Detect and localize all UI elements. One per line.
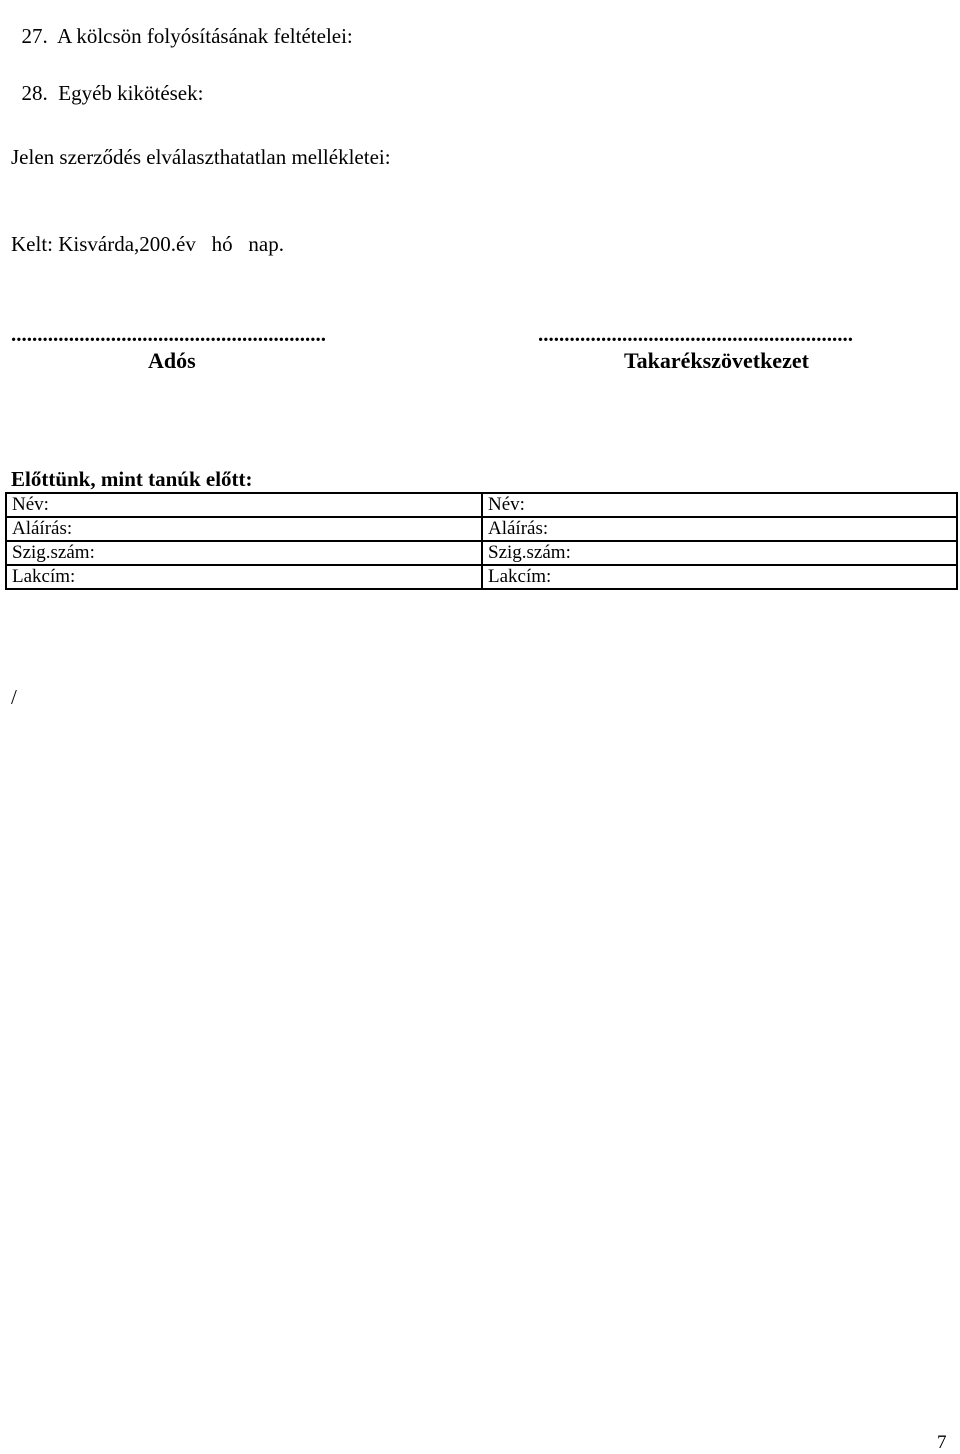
witness-table	[5, 492, 958, 590]
witness-left-address: Lakcím:	[6, 565, 482, 589]
witness-right-name: Név:	[482, 493, 957, 517]
item-28	[11, 57, 203, 105]
witness-right-signature: Aláírás:	[482, 517, 957, 541]
cooperative-signature-dots: ............................................................	[538, 322, 853, 346]
debtor-signature-dots: ............................................................	[11, 322, 326, 346]
witness-heading: Előttünk, mint tanúk előtt:	[11, 467, 253, 491]
witness-left-id-number: Szig.szám:	[6, 541, 482, 565]
witness-row-address	[6, 565, 957, 589]
debtor-signature-label: Adós	[148, 348, 196, 373]
witness-left-name: Név:	[6, 493, 482, 517]
witness-row-id-number	[6, 541, 957, 565]
witness-row-name	[6, 493, 957, 517]
witness-right-address: Lakcím:	[482, 565, 957, 589]
page-number: 7	[937, 1432, 947, 1453]
witness-row-signature	[6, 517, 957, 541]
item-27-number: 27.	[21, 24, 48, 48]
witness-right-id-number: Szig.szám:	[482, 541, 957, 565]
date-line: Kelt: Kisvárda,200.év hó nap.	[11, 232, 284, 256]
item-28-number: 28.	[21, 81, 48, 105]
item-27-text: A kölcsön folyósításának feltételei:	[57, 24, 353, 48]
cooperative-signature-label: Takarékszövetkezet	[624, 348, 809, 373]
annex-line: Jelen szerződés elválaszthatatlan mellékletei:	[11, 145, 391, 169]
item-27	[11, 0, 353, 48]
slash-mark: /	[11, 685, 17, 709]
item-28-text: Egyéb kikötések:	[58, 81, 204, 105]
witness-left-signature: Aláírás:	[6, 517, 482, 541]
